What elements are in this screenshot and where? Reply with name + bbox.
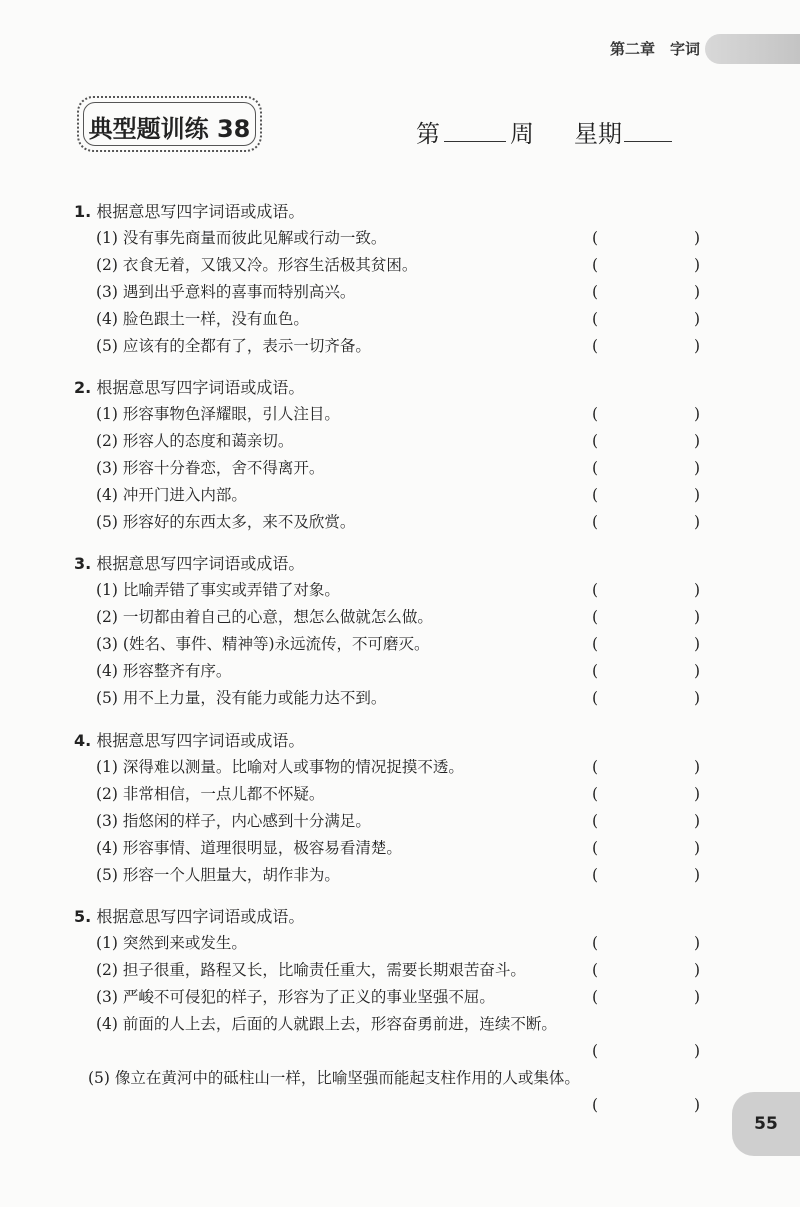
answer-blank-open[interactable]: ( <box>592 513 599 531</box>
answer-blank-open[interactable]: ( <box>592 988 599 1006</box>
week-prefix: 第 <box>416 120 440 148</box>
week-blank[interactable] <box>444 141 506 142</box>
question-instruction: 根据意思写四字词语或成语。 <box>96 554 305 573</box>
list-item: (1) 形容事物色泽耀眼，引人注目。 ( ) <box>74 401 714 428</box>
answer-blank-open[interactable]: ( <box>592 310 599 328</box>
question-number: 3. <box>74 554 92 573</box>
answer-blank-open[interactable]: ( <box>592 689 599 707</box>
list-item: (3) 严峻不可侵犯的样子，形容为了正义的事业坚强不屈。 ( ) <box>74 984 714 1011</box>
answer-blank-open[interactable]: ( <box>592 635 599 653</box>
answer-blank-open[interactable]: ( <box>592 934 599 952</box>
answer-blank-open[interactable]: ( <box>592 758 599 776</box>
answer-blank-open[interactable]: ( <box>592 1042 599 1060</box>
answer-blank-open[interactable]: ( <box>592 581 599 599</box>
question-number: 1. <box>74 202 92 221</box>
answer-blank-open[interactable]: ( <box>592 486 599 504</box>
question-2 <box>74 374 714 536</box>
answer-blank-open[interactable]: ( <box>592 812 599 830</box>
list-item: (4) 冲开门进入内部。 ( ) <box>74 482 714 509</box>
day-blank[interactable] <box>624 141 672 142</box>
question-heading <box>74 198 714 225</box>
list-item: (3) 遇到出乎意料的喜事而特别高兴。 ( ) <box>74 279 714 306</box>
question-3 <box>74 550 714 712</box>
answer-blank-open[interactable]: ( <box>592 337 599 355</box>
question-number: 4. <box>74 731 92 750</box>
question-heading <box>74 374 714 401</box>
list-item: (2) 一切都由着自己的心意，想怎么做就怎么做。 ( ) <box>74 604 714 631</box>
answer-row: ( ) <box>74 1038 714 1065</box>
answer-blank-open[interactable]: ( <box>592 662 599 680</box>
list-item: (2) 非常相信，一点儿都不怀疑。 ( ) <box>74 781 714 808</box>
list-item: (4) 形容整齐有序。 ( ) <box>74 658 714 685</box>
week-day-line <box>416 114 672 149</box>
question-instruction: 根据意思写四字词语或成语。 <box>96 378 305 397</box>
answer-blank-open[interactable]: ( <box>592 839 599 857</box>
exercise-title: 典型题训练 38 <box>88 115 251 143</box>
list-item: (4) 前面的人上去，后面的人就跟上去，形容奋勇前进，连续不断。 <box>96 1015 557 1033</box>
list-item: (2) 担子很重，路程又长，比喻责任重大，需要长期艰苦奋斗。 ( ) <box>74 957 714 984</box>
list-item: (5) 应该有的全都有了，表示一切齐备。 ( ) <box>74 333 714 360</box>
list-item: (3) (姓名、事件、精神等)永远流传，不可磨灭。 ( ) <box>74 631 714 658</box>
list-item: (5) 形容一个人胆量大，胡作非为。 ( ) <box>74 862 714 889</box>
day-label: 星期 <box>574 120 622 148</box>
question-heading <box>74 550 714 577</box>
list-item: (1) 深得难以测量。比喻对人或事物的情况捉摸不透。 ( ) <box>74 754 714 781</box>
exercise-title-box <box>77 96 262 152</box>
answer-blank-open[interactable]: ( <box>592 283 599 301</box>
question-4 <box>74 727 714 889</box>
answer-blank-open[interactable]: ( <box>592 229 599 247</box>
answer-blank-open[interactable]: ( <box>592 866 599 884</box>
answer-blank-open[interactable]: ( <box>592 432 599 450</box>
list-item: (4) 脸色跟土一样，没有血色。 ( ) <box>74 306 714 333</box>
list-item: (3) 形容十分眷恋，舍不得离开。 ( ) <box>74 455 714 482</box>
list-item: (2) 衣食无着，又饿又冷。形容生活极其贫困。 ( ) <box>74 252 714 279</box>
list-item: (1) 比喻弄错了事实或弄错了对象。 ( ) <box>74 577 714 604</box>
question-instruction: 根据意思写四字词语或成语。 <box>96 907 305 926</box>
answer-blank-open[interactable]: ( <box>592 459 599 477</box>
question-number: 5. <box>74 907 92 926</box>
question-5 <box>74 903 714 1119</box>
page-number: 55 <box>732 1092 800 1156</box>
question-instruction: 根据意思写四字词语或成语。 <box>96 202 305 221</box>
list-item: (4) 形容事情、道理很明显，极容易看清楚。 ( ) <box>74 835 714 862</box>
chapter-tab <box>705 34 800 64</box>
question-1 <box>74 198 714 360</box>
answer-blank-open[interactable]: ( <box>592 405 599 423</box>
list-item: (5) 用不上力量，没有能力或能力达不到。 ( ) <box>74 685 714 712</box>
week-middle: 周 <box>510 120 534 148</box>
list-item: (3) 指悠闲的样子，内心感到十分满足。 ( ) <box>74 808 714 835</box>
answer-row: ( ) <box>74 1092 714 1119</box>
answer-blank-open[interactable]: ( <box>592 608 599 626</box>
question-heading <box>74 727 714 754</box>
question-number: 2. <box>74 378 92 397</box>
question-heading <box>74 903 714 930</box>
answer-blank-open[interactable]: ( <box>592 1096 599 1114</box>
answer-blank-open[interactable]: ( <box>592 961 599 979</box>
answer-blank-open[interactable]: ( <box>592 256 599 274</box>
question-instruction: 根据意思写四字词语或成语。 <box>96 731 305 750</box>
list-item: (2) 形容人的态度和蔼亲切。 ( ) <box>74 428 714 455</box>
list-item: (1) 突然到来或发生。 ( ) <box>74 930 714 957</box>
list-item: (5) 像立在黄河中的砥柱山一样，比喻坚强而能起支柱作用的人或集体。 <box>88 1069 580 1087</box>
list-item: (1) 没有事先商量而彼此见解或行动一致。 ( ) <box>74 225 714 252</box>
list-item: (5) 形容好的东西太多，来不及欣赏。 ( ) <box>74 509 714 536</box>
chapter-header: 第二章 字词 <box>610 40 701 58</box>
answer-blank-open[interactable]: ( <box>592 785 599 803</box>
